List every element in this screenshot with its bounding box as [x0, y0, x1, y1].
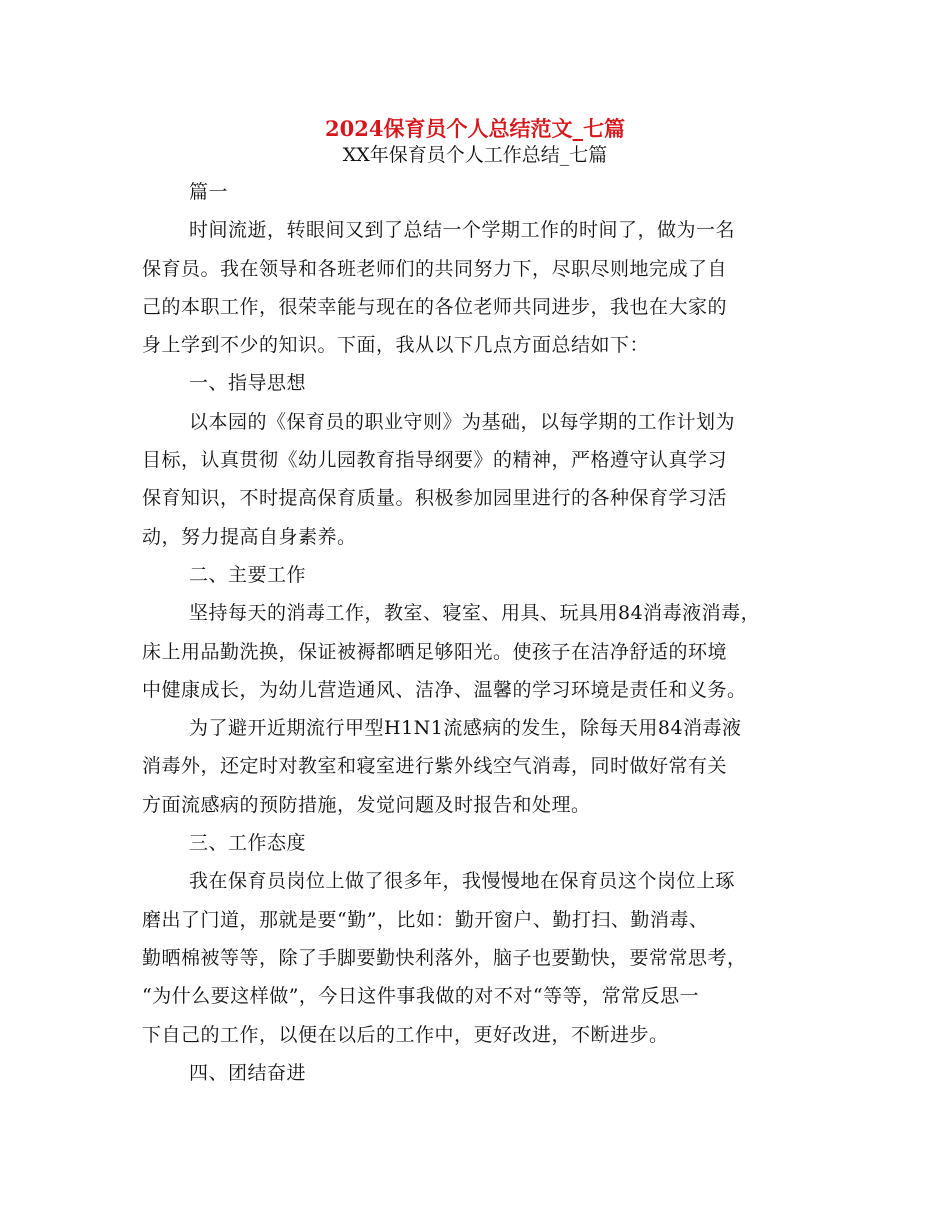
document-body — [142, 178, 814, 1097]
text-line: 三、工作态度 — [189, 832, 307, 855]
text-line: 下自己的工作，以便在以后的工作中，更好改进，不断进步。 — [142, 1023, 669, 1046]
text-line: 以本园的《保育员的职业守则》为基础，以每学期的工作计划为 — [189, 410, 736, 433]
document-subtitle: XX年保育员个人工作总结_七篇 — [342, 144, 608, 166]
text-line: 床上用品勤洗换，保证被褥都晒足够阳光。使孩子在洁净舒适的环境 — [142, 640, 728, 663]
text-line: 保育知识，不时提高保育质量。积极参加园里进行的各种保育学习活 — [142, 487, 728, 510]
text-line: 目标，认真贯彻《幼儿园教育指导纲要》的精神，严格遵守认真学习 — [142, 449, 728, 472]
text-line: 勤晒棉被等等，除了手脚要勤快利落外，脑子也要勤快，要常常思考， — [142, 946, 747, 969]
text-line: 磨出了门道，那就是要“勤”，比如：勤开窗户、勤打扫、勤消毒、 — [142, 908, 709, 931]
document-title: 2024保育员个人总结范文_七篇 — [325, 116, 625, 141]
text-line: “为什么要这样做”，今日这件事我做的对不对“等等，常常反思一 — [142, 985, 700, 1008]
text-line: 身上学到不少的知识。下面，我从以下几点方面总结如下： — [142, 334, 650, 357]
text-line: 中健康成长，为幼儿营造通风、洁净、温馨的学习环境是责任和义务。 — [142, 678, 747, 701]
text-line: 动，努力提高自身素养。 — [142, 525, 357, 548]
text-line: 我在保育员岗位上做了很多年，我慢慢地在保育员这个岗位上琢 — [189, 870, 736, 893]
text-line: 方面流感病的预防措施，发觉问题及时报告和处理。 — [142, 793, 591, 816]
text-line: 四、团结奋进 — [189, 1061, 307, 1084]
text-line: 一、指导思想 — [189, 372, 307, 395]
text-line: 消毒外，还定时对教室和寝室进行紫外线空气消毒，同时做好常有关 — [142, 755, 728, 778]
text-line: 篇一 — [189, 181, 229, 203]
text-line: 坚持每天的消毒工作，教室、寝室、用具、玩具用84消毒液消毒， — [189, 602, 761, 625]
text-line: 己的本职工作，很荣幸能与现在的各位老师共同进步，我也在大家的 — [142, 295, 728, 318]
text-line: 为了避开近期流行甲型H1N1流感病的发生，除每天用84消毒液 — [189, 717, 742, 740]
text-line: 保育员。我在领导和各班老师们的共同努力下，尽职尽则地完成了自 — [142, 257, 728, 280]
text-line: 时间流逝，转眼间又到了总结一个学期工作的时间了，做为一名 — [189, 219, 736, 242]
text-line: 二、主要工作 — [189, 563, 307, 586]
